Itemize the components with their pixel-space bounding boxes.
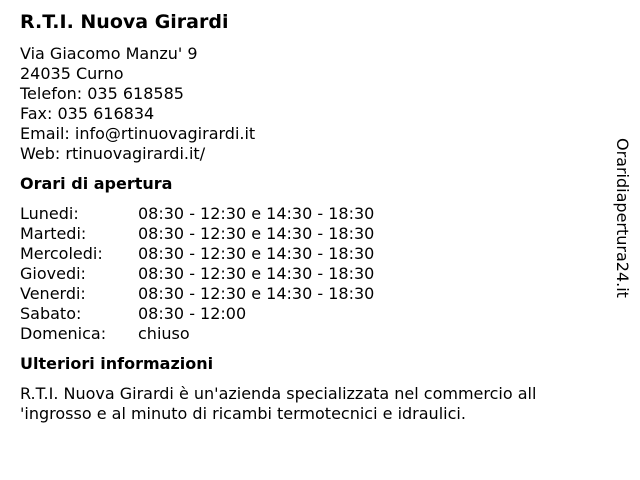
hours-day: Domenica: — [20, 324, 107, 343]
info-line: 'ingrosso e al minuto di ricambi termotecnici e idraulici. — [20, 404, 466, 423]
hours-row — [20, 264, 600, 284]
address-block — [20, 44, 600, 164]
opening-hours-heading: Orari di apertura — [20, 174, 173, 193]
hours-time: 08:30 - 12:30 e 14:30 - 18:30 — [138, 224, 375, 243]
address-city: 24035 Curno — [20, 64, 124, 83]
business-card — [20, 10, 600, 424]
hours-row — [20, 204, 600, 224]
further-info-heading: Ulteriori informazioni — [20, 354, 214, 373]
hours-time: 08:30 - 12:30 e 14:30 - 18:30 — [138, 264, 375, 283]
hours-day: Lunedi: — [20, 204, 79, 223]
hours-row — [20, 244, 600, 264]
hours-day: Mercoledi: — [20, 244, 103, 263]
address-phone: Telefon: 035 618585 — [20, 84, 184, 103]
hours-time: 08:30 - 12:30 e 14:30 - 18:30 — [138, 244, 375, 263]
site-watermark: Oraridiapertura24.it — [613, 138, 632, 298]
hours-time: 08:30 - 12:30 e 14:30 - 18:30 — [138, 204, 375, 223]
hours-day: Sabato: — [20, 304, 82, 323]
hours-day: Martedi: — [20, 224, 87, 243]
hours-row — [20, 324, 600, 344]
hours-day: Giovedi: — [20, 264, 86, 283]
address-web: Web: rtinuovagirardi.it/ — [20, 144, 206, 163]
hours-row — [20, 224, 600, 244]
hours-row — [20, 304, 600, 324]
address-email: Email: info@rtinuovagirardi.it — [20, 124, 256, 143]
hours-row — [20, 284, 600, 304]
further-info-text — [20, 384, 600, 424]
business-name: R.T.I. Nuova Girardi — [20, 11, 229, 33]
hours-time: 08:30 - 12:00 — [138, 304, 247, 323]
opening-hours-table — [20, 204, 600, 344]
info-line: R.T.I. Nuova Girardi è un'azienda specializzata nel commercio all — [20, 384, 537, 403]
hours-time: chiuso — [138, 324, 190, 343]
address-street: Via Giacomo Manzu' 9 — [20, 44, 198, 63]
hours-day: Venerdi: — [20, 284, 86, 303]
hours-time: 08:30 - 12:30 e 14:30 - 18:30 — [138, 284, 375, 303]
address-fax: Fax: 035 616834 — [20, 104, 155, 123]
